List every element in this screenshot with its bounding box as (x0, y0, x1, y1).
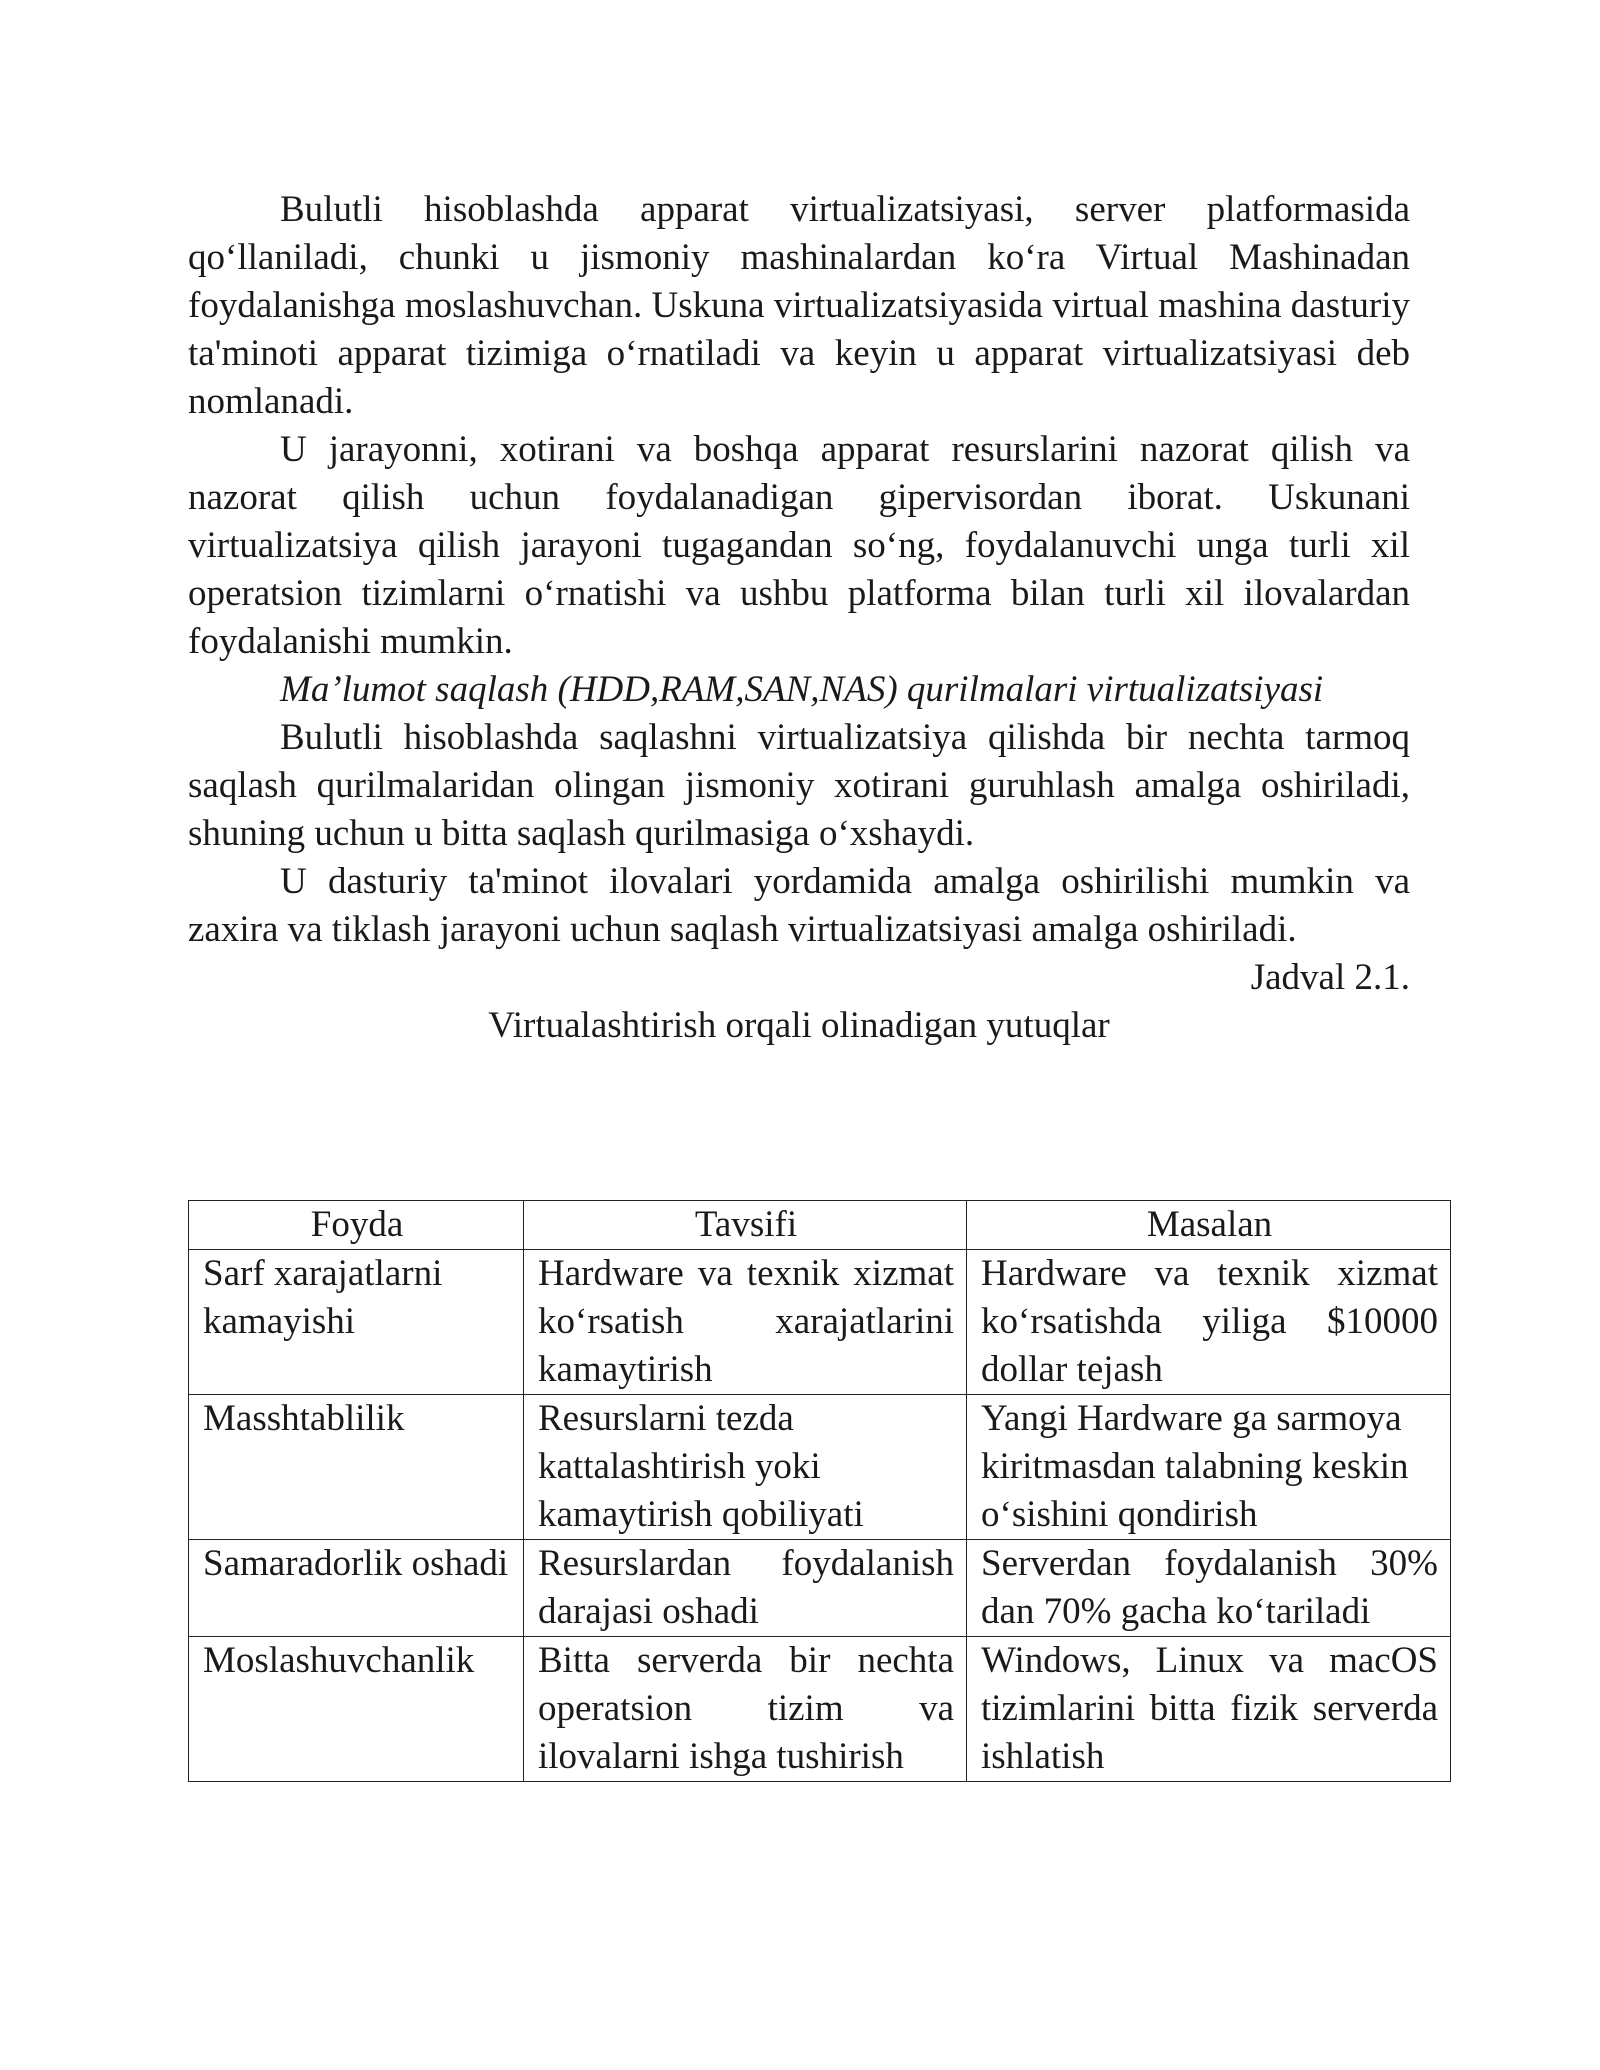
cell-description: Hardware va texnik xizmat ko‘rsatish xarajatlarini kamaytirish (524, 1250, 967, 1395)
header-description: Tavsifi (524, 1201, 967, 1250)
benefits-table (188, 1200, 1451, 1782)
document-body (188, 186, 1410, 1050)
section-subheading: Ma’lumot saqlash (HDD,RAM,SAN,NAS) qurilmalari virtualizatsiyasi (280, 669, 1324, 710)
benefits-table-container (188, 1200, 1450, 1782)
paragraph-backup-restore: U dasturiy ta'minot ilovalari yordamida amalga oshirilishi mumkin va zaxira va tiklash jarayoni uchun saqlash virtualizatsiyasi amalga oshiriladi. (188, 861, 1410, 950)
table-number-label: Jadval 2.1. (1250, 957, 1410, 998)
cell-description: Resurslardan foydalanish darajasi oshadi (524, 1540, 967, 1637)
cell-benefit: Masshtablilik (189, 1395, 524, 1540)
cell-benefit: Sarf xarajatlarni kamayishi (189, 1250, 524, 1395)
table-row (189, 1250, 1451, 1395)
cell-benefit: Samaradorlik oshadi (189, 1540, 524, 1637)
cell-description: Bitta serverda bir nechta operatsion tizim va ilovalarni ishga tushirish (524, 1637, 967, 1782)
paragraph-storage-virtualization: Bulutli hisoblashda saqlashni virtualizatsiya qilishda bir nechta tarmoq saqlash qurilmalaridan olingan jismoniy xotirani guruhlash amalga oshiriladi, shuning uchun u bitta saqlash qurilmasiga o‘xshaydi. (188, 717, 1410, 854)
header-example: Masalan (967, 1201, 1451, 1250)
cell-example: Serverdan foydalanish 30% dan 70% gacha ko‘tariladi (967, 1540, 1451, 1637)
table-row (189, 1540, 1451, 1637)
table-row (189, 1395, 1451, 1540)
cell-example: Windows, Linux va macOS tizimlarini bitta fizik serverda ishlatish (967, 1637, 1451, 1782)
table-row (189, 1637, 1451, 1782)
paragraph-hypervisor: U jarayonni, xotirani va boshqa apparat resurslarini nazorat qilish va nazorat qilish uchun foydalanadigan gipervisordan iborat. Uskunani virtualizatsiya qilish jarayoni tugagandan so‘ng, foydalanuvchi unga turli xil operatsion tizimlarni o‘rnatishi va ushbu platforma bilan turli xil ilovalardan foydalanishi mumkin. (188, 429, 1410, 662)
cell-benefit: Moslashuvchanlik (189, 1637, 524, 1782)
cell-example: Hardware va texnik xizmat ko‘rsatishda yiliga $10000 dollar tejash (967, 1250, 1451, 1395)
cell-example: Yangi Hardware ga sarmoya kiritmasdan talabning keskin o‘sishini qondirish (967, 1395, 1451, 1540)
paragraph-hardware-virtualization: Bulutli hisoblashda apparat virtualizatsiyasi, server platformasida qo‘llaniladi, chunki u jismoniy mashinalardan ko‘ra Virtual Mashinadan foydalanishga moslashuvchan. Uskuna virtualizatsiyasida virtual mashina dasturiy ta'minoti apparat tizimiga o‘rnatiladi va keyin u apparat virtualizatsiyasi deb nomlanadi. (188, 189, 1410, 422)
header-benefit: Foyda (189, 1201, 524, 1250)
table-caption: Virtualashtirish orqali olinadigan yutuqlar (488, 1005, 1110, 1046)
table-header-row (189, 1201, 1451, 1250)
cell-description: Resurslarni tezda kattalashtirish yoki kamaytirish qobiliyati (524, 1395, 967, 1540)
